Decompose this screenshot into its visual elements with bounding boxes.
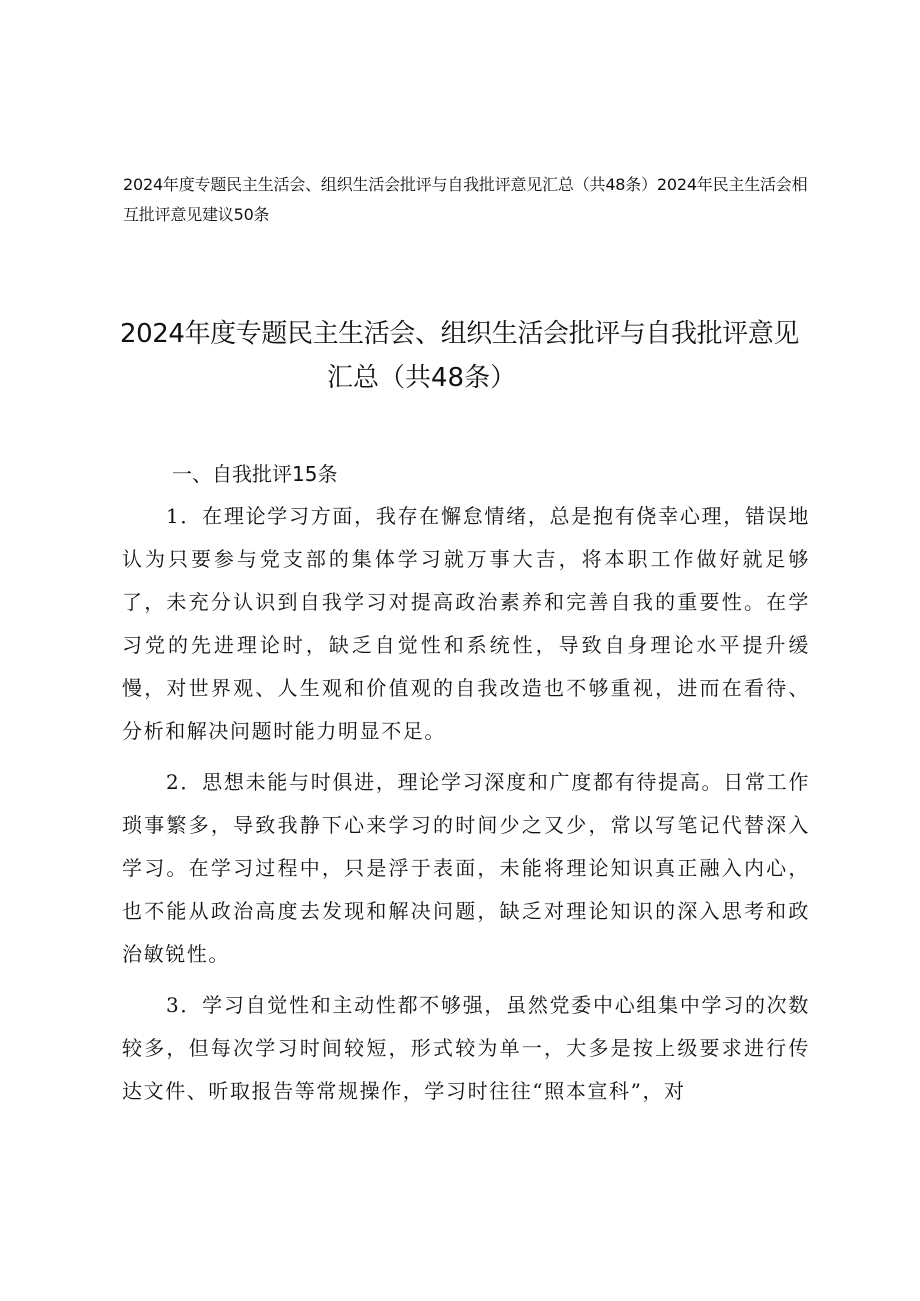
title-line-1: 2024年度专题民主生活会、组织生活会批评与自我批评意见 <box>120 319 799 349</box>
title-line-2: 汇总（共48条） <box>327 363 517 393</box>
paragraph-3: 3．学习自觉性和主动性都不够强，虽然党委中心组集中学习的次数较多，但每次学习时间较短，形式较为单一，大多是按上级要求进行传达文件、听取报告等常规操作，学习时往往“照本宣科”，对 <box>122 993 810 1103</box>
document-title <box>100 312 820 400</box>
header-note: 2024年度专题民主生活会、组织生活会批评与自我批评意见汇总（共48条）2024年民主生活会相互批评意见建议50条 <box>123 175 808 224</box>
paragraph-1: 1．在理论学习方面，我存在懈怠情绪，总是抱有侥幸心理，错误地认为只要参与党支部的集体学习就万事大吉，将本职工作做好就足够了，未充分认识到自我学习对提高政治素养和完善自我的重要性。在学习党的先进理论时，缺乏自觉性和系统性，导致自身理论水平提升缓慢，对世界观、人生观和价值观的自我改造也不够重视，进而在看待、分析和解决问题时能力明显不足。 <box>122 504 810 743</box>
body-text <box>122 495 810 1121</box>
paragraph-2: 2．思想未能与时俱进，理论学习深度和广度都有待提高。日常工作琐事繁多，导致我静下心来学习的时间少之又少，常以写笔记代替深入学习。在学习过程中，只是浮于表面，未能将理论知识真正融入内心，也不能从政治高度去发现和解决问题，缺乏对理论知识的深入思考和政治敏锐性。 <box>122 770 810 966</box>
section-heading: 一、自我批评15条 <box>172 462 338 486</box>
